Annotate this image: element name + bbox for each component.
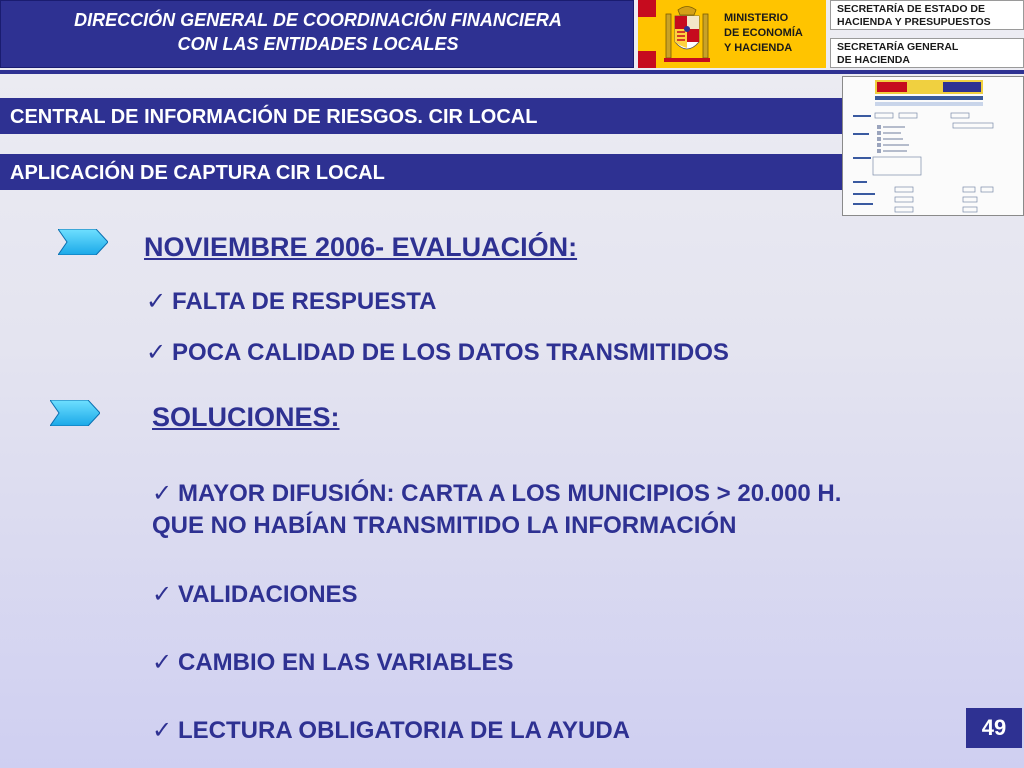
item-poca-calidad — [146, 338, 729, 367]
header-rule — [0, 70, 1024, 74]
band-cir-local-text: CENTRAL DE INFORMACIÓN DE RIESGOS. CIR LOCAL — [10, 106, 538, 128]
item-mayor-difusion-cont: QUE NO HABÍAN TRANSMITIDO LA INFORMACIÓN — [152, 512, 737, 539]
secretaria-estado-line2: HACIENDA Y PRESUPUESTOS — [837, 16, 991, 28]
check-icon: ✓ — [152, 581, 173, 608]
header-title-box — [0, 0, 634, 68]
heading-soluciones: SOLUCIONES: — [152, 402, 340, 432]
spain-flag-strip — [638, 0, 656, 68]
arrow-chevron-icon — [50, 400, 100, 426]
check-icon: ✓ — [146, 339, 167, 366]
header-title-line1: DIRECCIÓN GENERAL DE COORDINACIÓN FINANCIERA — [74, 10, 562, 30]
item-validaciones — [152, 580, 358, 609]
arrow-chevron-icon — [58, 229, 108, 255]
band-cir-local — [0, 98, 842, 134]
check-icon: ✓ — [152, 717, 173, 744]
band-aplicacion-captura — [0, 154, 842, 190]
ministry-label — [718, 0, 826, 68]
check-icon: ✓ — [152, 480, 173, 507]
check-icon: ✓ — [152, 649, 173, 676]
band-aplicacion-captura-text: APLICACIÓN DE CAPTURA CIR LOCAL — [10, 162, 385, 184]
item-validaciones-text: VALIDACIONES — [178, 581, 358, 608]
item-falta-respuesta — [146, 287, 436, 316]
item-lectura-ayuda — [152, 716, 630, 745]
item-falta-respuesta-text: FALTA DE RESPUESTA — [172, 288, 437, 315]
ministry-line2: DE ECONOMÍA — [724, 27, 803, 39]
coat-of-arms-icon — [656, 0, 718, 68]
application-screenshot-thumbnail — [842, 76, 1024, 216]
secretaria-general-box — [830, 38, 1024, 68]
page-number: 49 — [966, 708, 1022, 748]
item-lectura-ayuda-text: LECTURA OBLIGATORIA DE LA AYUDA — [178, 717, 631, 744]
secretaria-general-line2: DE HACIENDA — [837, 54, 910, 66]
item-cambio-variables-text: CAMBIO EN LAS VARIABLES — [178, 649, 514, 676]
item-poca-calidad-text: POCA CALIDAD DE LOS DATOS TRANSMITIDOS — [172, 339, 729, 366]
secretaria-general-line1: SECRETARÍA GENERAL — [837, 41, 959, 53]
heading-evaluacion: NOVIEMBRE 2006- EVALUACIÓN: — [144, 232, 578, 262]
secretaria-estado-box — [830, 0, 1024, 30]
item-cambio-variables — [152, 648, 514, 677]
check-icon: ✓ — [146, 288, 167, 315]
ministry-line1: MINISTERIO — [724, 12, 789, 24]
ministry-line3: Y HACIENDA — [724, 42, 793, 54]
item-mayor-difusion — [152, 479, 841, 508]
header-title-line2: CON LAS ENTIDADES LOCALES — [177, 34, 459, 54]
item-mayor-difusion-text: MAYOR DIFUSIÓN: CARTA A LOS MUNICIPIOS > 20.000 H. — [178, 480, 842, 507]
secretaria-estado-line1: SECRETARÍA DE ESTADO DE — [837, 3, 985, 15]
